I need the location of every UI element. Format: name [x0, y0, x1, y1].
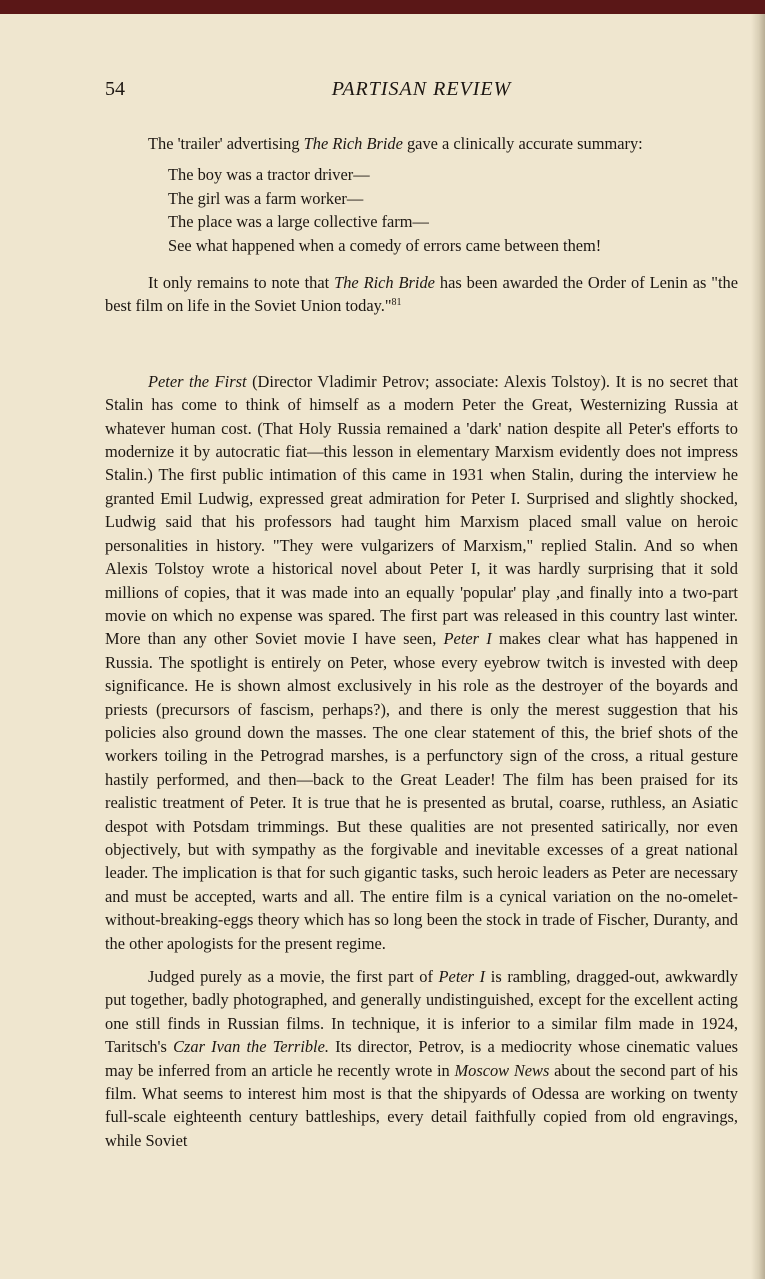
journal-title: PARTISAN REVIEW	[331, 78, 512, 100]
verse-line: The boy was a tractor driver—	[168, 165, 370, 185]
trailer-text-pre: The 'trailer' advertising	[148, 134, 304, 153]
judged-text-mid2: Its director, Petrov, is a mediocrity whose cinematic values may be inferred from an article he recently wrote in	[105, 1037, 738, 1080]
trailer-text-post: gave a clinically accurate summary:	[402, 134, 643, 153]
remains-text-post: has been awarded the Order of Lenin as "the best film on life in the Soviet Union today."	[105, 273, 738, 316]
verse-line: The place was a large collective farm—	[168, 212, 429, 232]
page-number: 54	[105, 78, 125, 100]
verse-line: The girl was a farm worker—	[168, 188, 364, 208]
film-title: Peter I	[438, 967, 486, 986]
remains-text-pre: It only remains to note that	[148, 273, 335, 293]
judged-text-pre: Judged purely as a movie, the first part of	[148, 967, 439, 986]
page-edge-shadow	[751, 14, 765, 1279]
trailer-verse	[168, 163, 738, 257]
document-page	[105, 78, 738, 1152]
peter-text-intro: (Director Vladimir Petrov; associate: Alexis Tolstoy). It is no secret that Stalin has come to think of himself as a modern Peter the Great, Westernizing Russia at whatever human cost. (That Holy Russia remained a 'dark' nation despite all Peter's efforts to modernize it by autocratic fiat—this lesson in elementary Marxism evidently does not impress Stalin.) The first public intimation of this came in 1931 when Stalin, during the interview he granted Emil Ludwig, expressed great admiration for Peter I. Surprised and slightly shocked, Ludwig said that his professors had taught him Marxism placed small value on heroic personalities in history. "They were vulgarizers of Marxism," replied Stalin. And so when Alexis Tolstoy wrote a historical novel about Peter I, it was hardly surprising that it sold millions of copies, that it was made into an equally 'popular' play ,and finally into a two-part movie on which no expense was spared. The first part was released in this country last winter. More than any other Soviet movie I have seen,	[105, 371, 738, 649]
judged-text-mid: is rambling, dragged-out, awkwardly put together, badly photographed, and generally undistinguished, except for the excellent acting one still finds in Russian films. In technique, it is inferior to a similar film made in 1924, Taritsch's	[105, 967, 738, 1057]
judged-paragraph	[105, 965, 738, 1152]
order-of-lenin-paragraph	[105, 271, 738, 318]
running-head	[105, 78, 738, 108]
peter-the-first-paragraph	[105, 370, 738, 955]
film-title: Peter the First	[148, 371, 247, 391]
footnote-marker: 81	[391, 297, 402, 309]
film-title: Peter I	[443, 629, 492, 649]
top-border	[0, 0, 765, 14]
peter-text-rest: makes clear what has happened in Russia. The spotlight is entirely on Peter, whose every eyebrow twitch is invested with deep significance. He is shown almost exclusively in his role as the destroyer of the boyards and priests (precursors of fascism, perhaps?), and there is only the merest suggestion that his policies also ground down the masses. The one clear statement of this, the brief shots of the workers toiling in the Petrograd marshes, is a perfunctory sign of the cross, a ritual gesture hastily performed, and then—back to the Great Leader! The film has been praised for its realistic treatment of Peter. It is true that he is presented as brutal, coarse, ruthless, an Asiatic despot with Potsdam trimmings. But these qualities are not presented satirically, nor even objectively, but with sympathy as the forgivable and inevitable excesses of a great national leader. The implication is that for such gigantic tasks, such heroic leaders as Peter are necessary and must be accepted, warts and all. The entire film is a cynical variation on the no-omelet-without-breaking-eggs theory which has so long been the stock in trade of Fischer, Duranty, and the other apologists for the present regime.	[105, 629, 739, 953]
film-title: The Rich Bride	[303, 134, 403, 153]
film-title: Czar Ivan the Terrible.	[173, 1037, 329, 1057]
verse-line: See what happened when a comedy of errors came between them!	[168, 235, 602, 255]
trailer-paragraph	[105, 132, 738, 155]
judged-text-end: about the second part of his film. What seems to interest him most is that the shipyards of Odessa are working on twenty full-scale eighteenth century battleships, every detail faithfully copied from old engravings, while Soviet	[105, 1060, 738, 1150]
film-title: The Rich Bride	[334, 273, 435, 293]
periodical-title: Moscow News	[454, 1060, 550, 1080]
